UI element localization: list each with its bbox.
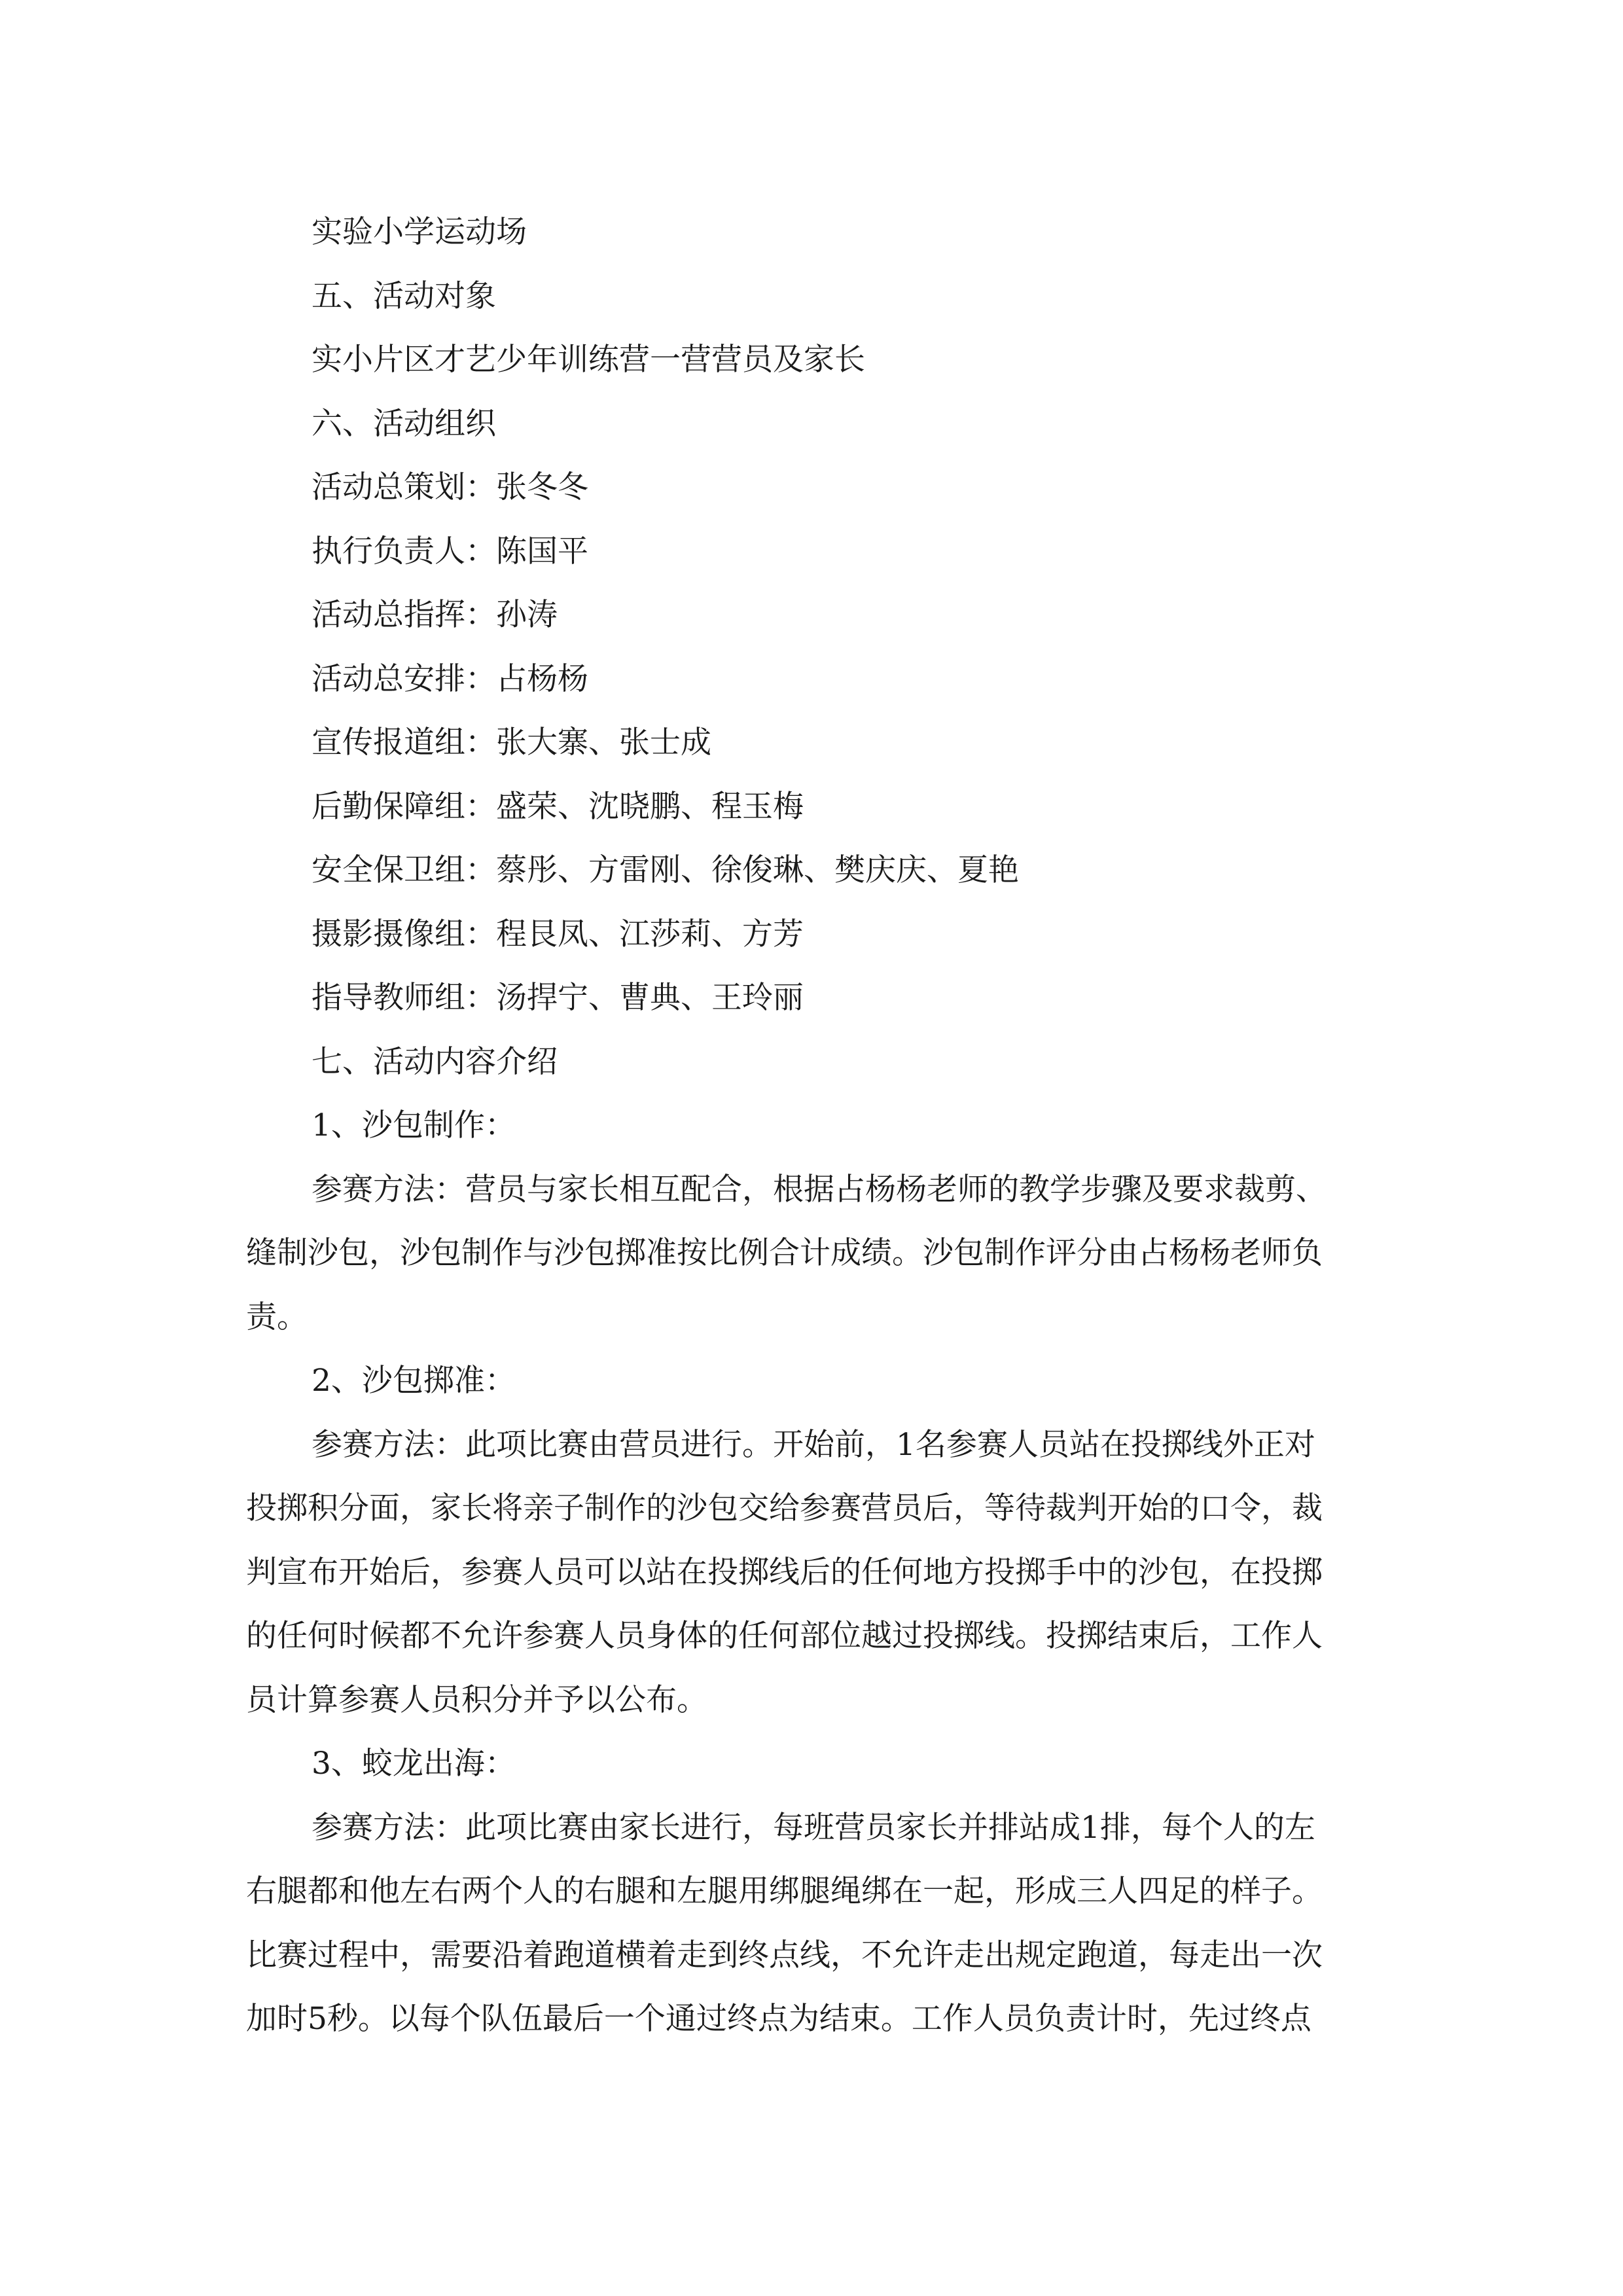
org-line-instructors: 指导教师组：汤捍宁、曹典、王玲丽 (312, 980, 804, 1016)
document-body (246, 200, 1404, 2051)
para3-line-4: 加时5秒。以每个队伍最后一个通过终点为结束。工作人员负责计时，先过终点 (246, 2001, 1311, 2037)
para2-line-3: 判宣布开始后，参赛人员可以站在投掷线后的任何地方投掷手中的沙包，在投掷 (246, 1554, 1323, 1590)
org-line-logistics: 后勤保障组：盛荣、沈晓鹏、程玉梅 (312, 788, 804, 825)
org-line-publicity: 宣传报道组：张大寨、张士成 (312, 725, 711, 761)
para2-line-1: 参赛方法：此项比赛由营员进行。开始前，1名参赛人员站在投掷线外正对 (312, 1426, 1315, 1463)
para1-line-2: 缝制沙包，沙包制作与沙包掷准按比例合计成绩。沙包制作评分由占杨杨老师负 (246, 1235, 1323, 1271)
item-heading-dragon: 3、蛟龙出海： (312, 1746, 516, 1782)
org-line-executive: 执行负责人：陈国平 (312, 533, 588, 569)
item-heading-sandbag-making: 1、沙包制作： (312, 1107, 516, 1143)
para1-line-3: 责。 (246, 1299, 308, 1335)
para3-line-2: 右腿都和他左右两个人的右腿和左腿用绑腿绳绑在一起，形成三人四足的样子。 (246, 1873, 1323, 1909)
para1-line-1: 参赛方法：营员与家长相互配合，根据占杨杨老师的教学步骤及要求裁剪、 (312, 1171, 1327, 1208)
section-heading-organization: 六、活动组织 (312, 405, 496, 442)
para2-line-4: 的任何时候都不允许参赛人员身体的任何部位越过投掷线。投掷结束后，工作人 (246, 1618, 1323, 1654)
section-heading-participants: 五、活动对象 (312, 278, 496, 314)
org-line-photography: 摄影摄像组：程艮凤、江莎莉、方芳 (312, 916, 804, 952)
org-line-commander: 活动总指挥：孙涛 (312, 597, 558, 633)
para3-line-1: 参赛方法：此项比赛由家长进行，每班营员家长并排站成1排，每个人的左 (312, 1809, 1315, 1846)
participants-line: 实小片区才艺少年训练营一营营员及家长 (312, 342, 865, 378)
para3-line-3: 比赛过程中，需要沿着跑道横着走到终点线，不允许走出规定跑道，每走出一次 (246, 1937, 1323, 1973)
org-line-arrangement: 活动总安排：占杨杨 (312, 660, 588, 697)
para2-line-5: 员计算参赛人员积分并予以公布。 (246, 1681, 707, 1718)
venue-line: 实验小学运动场 (312, 214, 527, 250)
org-line-planner: 活动总策划：张冬冬 (312, 469, 588, 505)
item-heading-sandbag-throw: 2、沙包掷准： (312, 1363, 516, 1399)
para2-line-2: 投掷积分面，家长将亲子制作的沙包交给参赛营员后，等待裁判开始的口令，裁 (246, 1490, 1323, 1526)
org-line-security: 安全保卫组：蔡彤、方雷刚、徐俊琳、樊庆庆、夏艳 (312, 852, 1019, 888)
section-heading-content: 七、活动内容介绍 (312, 1043, 558, 1080)
